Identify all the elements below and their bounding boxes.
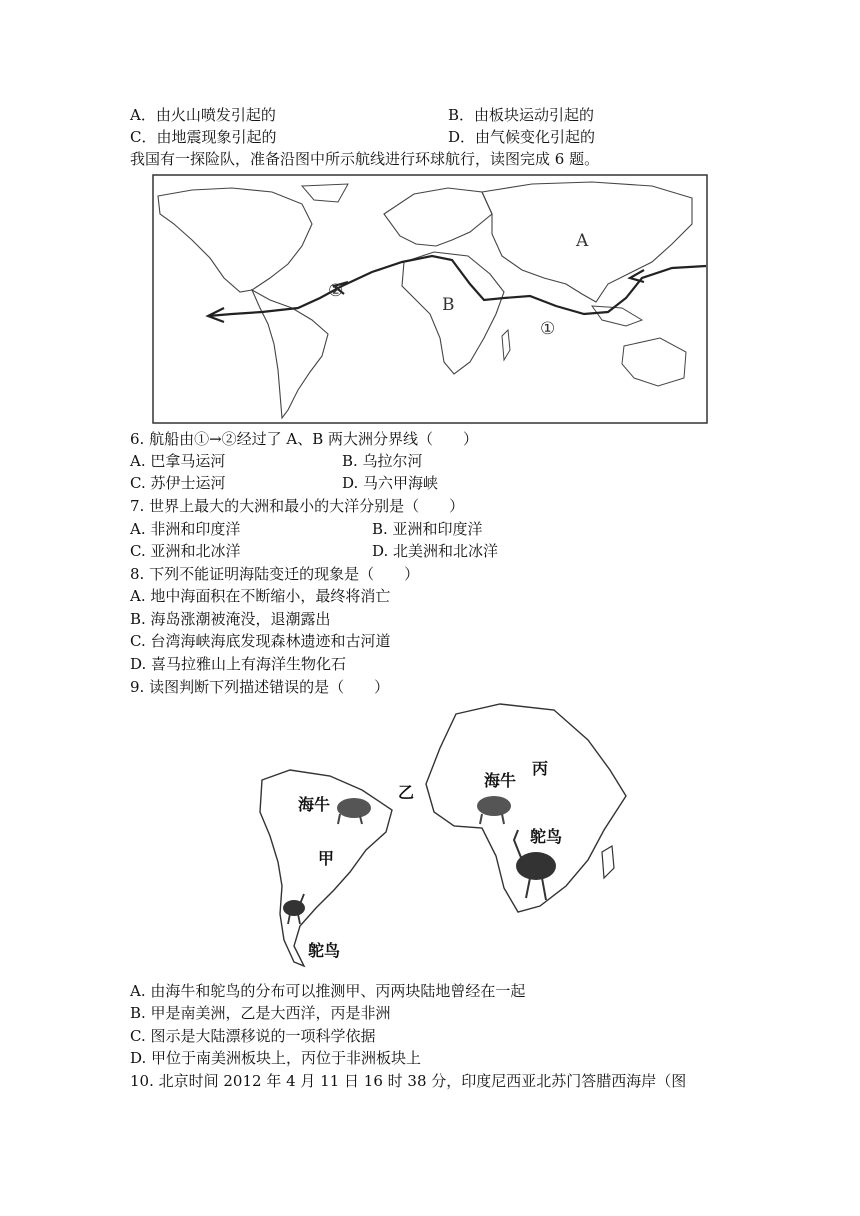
label-manatee-right: 海牛 <box>484 771 517 790</box>
madagascar-outline-small <box>602 846 614 878</box>
label-jia: 甲 <box>318 849 335 868</box>
q6-option-c: C. 苏伊士运河 <box>130 474 226 492</box>
q9-option-b: B. 甲是南美洲，乙是大西洋，丙是非洲 <box>130 1004 391 1022</box>
ostrich-right-icon <box>516 852 556 880</box>
world-map-svg <box>152 174 708 424</box>
manatee-left-icon <box>337 798 371 818</box>
label-ostrich-right: 鸵鸟 <box>530 827 563 846</box>
q8-option-b: B. 海岛涨潮被淹没，退潮露出 <box>130 610 331 628</box>
q8-option-a: A. 地中海面积在不断缩小，最终将消亡 <box>130 587 391 605</box>
q9-option-d: D. 甲位于南美洲板块上，丙位于非洲板块上 <box>130 1049 422 1067</box>
map-label-a: A <box>576 231 589 251</box>
label-ostrich-left: 鸵鸟 <box>308 941 341 960</box>
q8-option-d: D. 喜马拉雅山上有海洋生物化石 <box>130 655 347 673</box>
q7-stem: 7. 世界上最大的大洲和最小的大洋分别是（ ） <box>130 497 465 515</box>
q8-stem: 8. 下列不能证明海陆变迁的现象是（ ） <box>130 565 420 583</box>
route-marker-2: ② <box>328 281 344 301</box>
q10-stem: 10. 北京时间 2012 年 4 月 11 日 16 时 38 分，印度尼西亚北苏门答腊西海岸（图 <box>130 1072 687 1090</box>
q7-option-d: D. 北美洲和北冰洋 <box>372 542 499 560</box>
world-route-map <box>152 174 708 424</box>
africa-bing-outline <box>426 704 626 912</box>
intro-text: 我国有一探险队，准备沿图中所示航线进行环球航行，读图完成 6 题。 <box>130 150 600 168</box>
map-label-b: B <box>442 295 455 315</box>
ostrich-left-icon <box>283 900 305 916</box>
label-yi: 乙 <box>398 783 415 802</box>
q6-option-d: D. 马六甲海峡 <box>342 474 439 492</box>
q9-option-a: A. 由海牛和鸵鸟的分布可以推测甲、丙两块陆地曾经在一起 <box>130 982 526 1000</box>
q8-option-c: C. 台湾海峡海底发现森林遗迹和古河道 <box>130 632 391 650</box>
q5-option-d: D．由气候变化引起的 <box>448 128 596 146</box>
q5-option-c: C．由地震现象引起的 <box>130 128 277 146</box>
q7-option-b: B. 亚洲和印度洋 <box>372 520 483 538</box>
continent-fit-figure <box>250 700 630 972</box>
q6-option-b: B. 乌拉尔河 <box>342 452 423 470</box>
label-bing: 丙 <box>532 759 549 778</box>
q5-option-a: A．由火山喷发引起的 <box>130 106 276 124</box>
manatee-right-icon <box>477 796 511 816</box>
route-marker-1: ① <box>540 319 556 339</box>
q9-stem: 9. 读图判断下列描述错误的是（ ） <box>130 678 390 696</box>
q6-stem: 6. 航船由①→②经过了 A、B 两大洲分界线（ ） <box>130 430 479 448</box>
label-manatee-left: 海牛 <box>298 795 331 814</box>
q7-option-a: A. 非洲和印度洋 <box>130 520 241 538</box>
q5-option-b: B．由板块运动引起的 <box>448 106 595 124</box>
q6-option-a: A. 巴拿马运河 <box>130 452 226 470</box>
q9-option-c: C. 图示是大陆漂移说的一项科学依据 <box>130 1027 376 1045</box>
q7-option-c: C. 亚洲和北冰洋 <box>130 542 241 560</box>
continent-fit-svg <box>250 700 630 972</box>
